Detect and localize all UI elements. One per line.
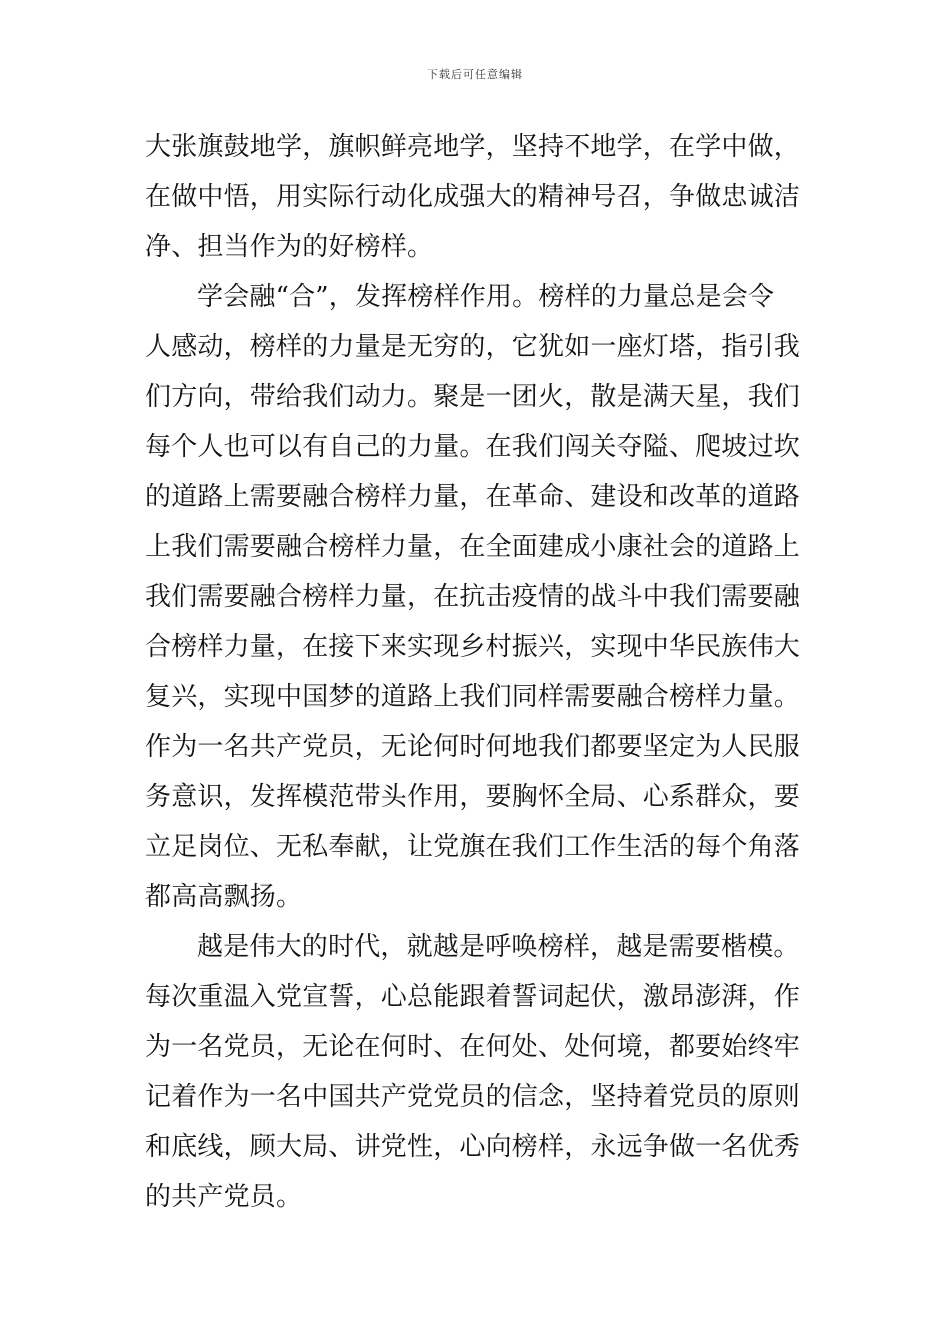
paragraph-3-line-3: 为一名党员，无论在何时、在何处、处何境，都要始终牢 bbox=[145, 1032, 801, 1062]
paragraph-2-line-3: 们方向，带给我们动力。聚是一团火，散是满天星，我们 bbox=[145, 382, 801, 412]
paragraph-2-line-13: 都高高飘扬。 bbox=[145, 882, 303, 912]
header-note: 下载后可任意编辑 bbox=[427, 68, 523, 81]
paragraph-2-line-6: 上我们需要融合榜样力量，在全面建成小康社会的道路上 bbox=[145, 532, 801, 562]
paragraph-2-line-8: 合榜样力量，在接下来实现乡村振兴，实现中华民族伟大 bbox=[145, 632, 801, 662]
paragraph-2-line-1: 学会融“合”，发挥榜样作用。榜样的力量总是会令 bbox=[197, 282, 775, 312]
paragraph-2-line-10: 作为一名共产党员，无论何时何地我们都要坚定为人民服 bbox=[145, 732, 801, 762]
paragraph-3-line-1: 越是伟大的时代，就越是呼唤榜样，越是需要楷模。 bbox=[197, 932, 800, 962]
paragraph-2-line-12: 立足岗位、无私奉献，让党旗在我们工作生活的每个角落 bbox=[145, 832, 801, 862]
paragraph-2-line-9: 复兴，实现中国梦的道路上我们同样需要融合榜样力量。 bbox=[145, 682, 801, 712]
paragraph-1-line-1: 大张旗鼓地学，旗帜鲜亮地学，坚持不地学，在学中做， bbox=[145, 132, 801, 162]
paragraph-2-line-11: 务意识，发挥模范带头作用，要胸怀全局、心系群众，要 bbox=[145, 782, 801, 812]
paragraph-1-line-2: 在做中悟，用实际行动化成强大的精神号召，争做忠诚洁 bbox=[145, 182, 801, 212]
paragraph-2-line-7: 我们需要融合榜样力量，在抗击疫情的战斗中我们需要融 bbox=[145, 582, 801, 612]
paragraph-1-line-3: 净、担当作为的好榜样。 bbox=[145, 232, 434, 262]
paragraph-3-line-2: 每次重温入党宣誓，心总能跟着誓词起伏，激昂澎湃，作 bbox=[145, 982, 801, 1012]
paragraph-2-line-4: 每个人也可以有自己的力量。在我们闯关夺隘、爬坡过坎 bbox=[145, 432, 801, 462]
paragraph-3-line-5: 和底线，顾大局、讲党性，心向榜样，永远争做一名优秀 bbox=[145, 1132, 801, 1162]
paragraph-2-line-2: 人感动，榜样的力量是无穷的，它犹如一座灯塔，指引我 bbox=[145, 332, 801, 362]
body-text bbox=[145, 122, 807, 1222]
paragraph-3-line-4: 记着作为一名中国共产党党员的信念，坚持着党员的原则 bbox=[145, 1082, 801, 1112]
paragraph-3-line-6: 的共产党员。 bbox=[145, 1182, 303, 1212]
paragraph-2-line-5: 的道路上需要融合榜样力量，在革命、建设和改革的道路 bbox=[145, 482, 801, 512]
